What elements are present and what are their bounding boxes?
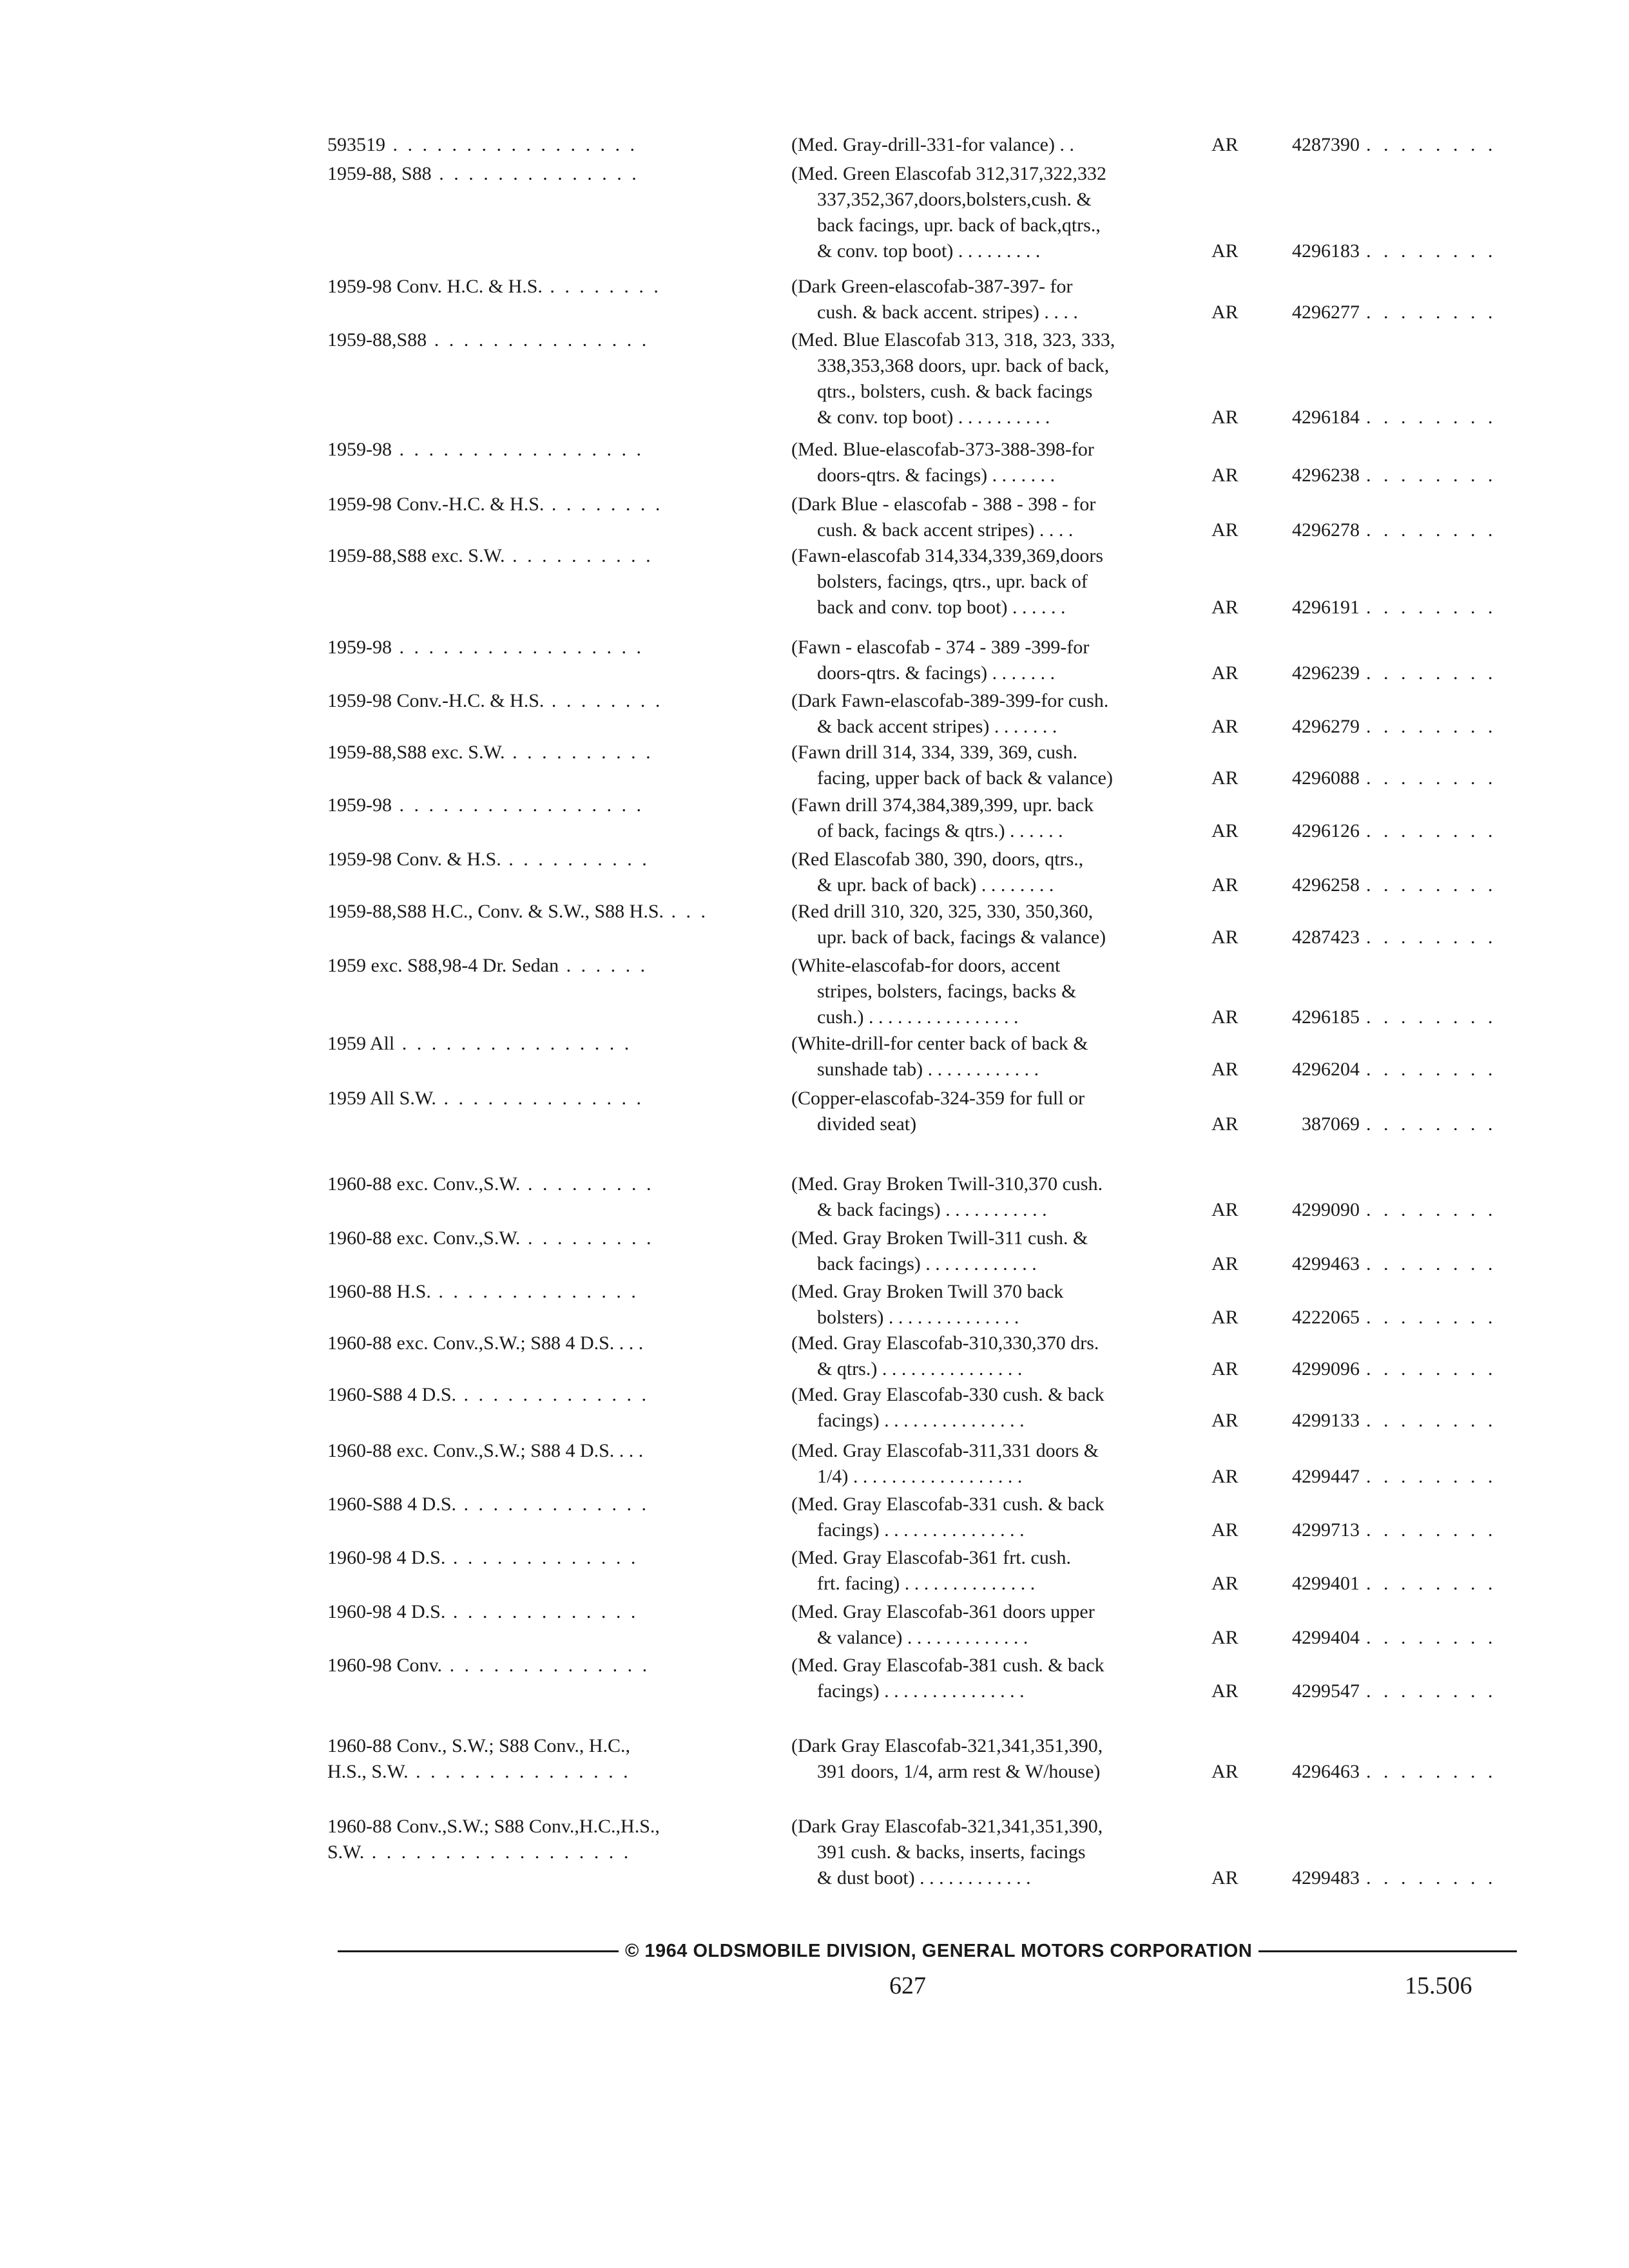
quantity-code: AR <box>1211 134 1239 155</box>
description-line: (Med. Gray Elascofab-330 cush. & back <box>791 1384 1104 1405</box>
description-line: back facings, upr. back of back,qtrs., <box>817 215 1101 236</box>
part-number: 4299401 <box>1292 1573 1360 1594</box>
part-description <box>791 1438 1217 1490</box>
description-line: back and conv. top boot) . . . . . . <box>817 597 1066 618</box>
description-line: (Med. Gray Elascofab-310,330,370 drs. <box>791 1332 1099 1354</box>
part-number: 4299133 <box>1292 1410 1360 1431</box>
leader-dots: . . . . . . . . <box>1366 767 1497 789</box>
leader-dots: . . . . . . . . <box>1366 1627 1497 1648</box>
leader-dots: . . . . . . . . . <box>520 1227 654 1249</box>
quantity-code: AR <box>1211 1307 1239 1328</box>
part-number: 4296204 <box>1292 1059 1360 1080</box>
description-line: 337,352,367,doors,bolsters,cush. & <box>817 189 1092 210</box>
part-description <box>791 492 1217 543</box>
leader-dots: . . . . . . . . <box>1366 1573 1497 1594</box>
part-number: 4222065 <box>1292 1307 1360 1328</box>
quantity-code: AR <box>1211 1519 1239 1541</box>
model-application: 1960-88 H.S. . . . . . . . . . . . . . . <box>327 1281 639 1302</box>
quantity-code: AR <box>1211 1059 1239 1080</box>
quantity-code: AR <box>1211 1627 1239 1648</box>
description-line: (Fawn drill 374,384,389,399, upr. back <box>791 794 1094 816</box>
quantity-code: AR <box>1211 1253 1239 1274</box>
model-application: 593519 . . . . . . . . . . . . . . . . . <box>327 134 637 155</box>
description-line: (Med. Gray-drill-331-for valance) . . <box>791 134 1074 155</box>
description-line: (Dark Gray Elascofab-321,341,351,390, <box>791 1816 1103 1837</box>
quantity-code: AR <box>1211 1113 1239 1135</box>
model-application: 1959 exc. S88,98-4 Dr. Sedan . . . . . . <box>327 955 648 976</box>
description-line: (Dark Blue - elascofab - 388 - 398 - for <box>791 494 1096 515</box>
leader-dots: . . . . . . . . . . . . . . <box>436 1088 644 1109</box>
part-description <box>791 1279 1217 1331</box>
leader-dots: . . . . . . . . . . <box>501 849 650 870</box>
description-line: bolsters, facings, qtrs., upr. back of <box>817 571 1088 592</box>
model-application: 1960-88 exc. Conv.,S.W. . . . . . . . . . <box>327 1227 654 1249</box>
model-application: 1959-88, S88 . . . . . . . . . . . . . . <box>327 163 639 184</box>
description-line: bolsters) . . . . . . . . . . . . . . <box>817 1307 1019 1328</box>
leader-dots: . . . . . . . . <box>1366 1680 1497 1702</box>
part-number: 4296463 <box>1292 1761 1360 1782</box>
description-line: (Red Elascofab 380, 390, doors, qtrs., <box>791 849 1084 870</box>
quantity-code: AR <box>1211 767 1239 789</box>
description-line: (Fawn drill 314, 334, 339, 369, cush. <box>791 742 1078 763</box>
leader-dots: . . . . . . . . . . . . . . . . . . <box>364 1841 631 1863</box>
description-line: 338,353,368 doors, upr. back of back, <box>817 355 1110 376</box>
model-application: 1960-88 exc. Conv.,S.W.; S88 4 D.S. . . . <box>327 1440 644 1461</box>
quantity-code: AR <box>1211 240 1239 262</box>
part-number: 4299447 <box>1292 1466 1360 1487</box>
part-number: 4299404 <box>1292 1627 1360 1648</box>
leader-dots: . . . . . . . . . . . . . <box>456 1494 650 1515</box>
description-line: (Dark Green-elascofab-387-397- for <box>791 276 1073 297</box>
description-line: & back accent stripes) . . . . . . . <box>817 716 1057 737</box>
part-description <box>791 740 1217 791</box>
quantity-code: AR <box>1211 519 1239 541</box>
quantity-code: AR <box>1211 1410 1239 1431</box>
quantity-code: AR <box>1211 597 1239 618</box>
copyright-notice: © 1964 OLDSMOBILE DIVISION, GENERAL MOTORS CORPORATION <box>619 1938 1258 1964</box>
description-line: doors-qtrs. & facings) . . . . . . . <box>817 662 1055 684</box>
description-line: (Med. Gray Elascofab-361 doors upper <box>791 1601 1095 1622</box>
description-line: qtrs., bolsters, cush. & back facings <box>817 381 1093 402</box>
model-application: 1959-98 Conv.-H.C. & H.S. . . . . . . . . <box>327 494 663 515</box>
quantity-code: AR <box>1211 1358 1239 1379</box>
description-line: & qtrs.) . . . . . . . . . . . . . . . <box>817 1358 1023 1379</box>
leader-dots: . . . . . . . . <box>1366 1867 1497 1888</box>
part-description <box>791 953 1217 1030</box>
part-description <box>791 635 1217 686</box>
leader-dots: . . . . . . . . . . . . . . . <box>427 329 650 351</box>
part-number: 4299463 <box>1292 1253 1360 1274</box>
model-application: 1960-S88 4 D.S. . . . . . . . . . . . . . <box>327 1384 650 1405</box>
leader-dots: . . . . . . . . <box>1366 874 1497 896</box>
part-description <box>791 899 1217 950</box>
model-application: 1960-98 4 D.S. . . . . . . . . . . . . . <box>327 1601 639 1622</box>
quantity-code: AR <box>1211 1199 1239 1220</box>
leader-dots: . . . . . . . . . . . . . . . . <box>394 1033 632 1054</box>
leader-dots: . . . . . . . . <box>1366 597 1497 618</box>
part-number: 4299090 <box>1292 1199 1360 1220</box>
part-number: 4296278 <box>1292 519 1360 541</box>
model-application: 1960-88 exc. Conv.,S.W. . . . . . . . . . <box>327 1173 654 1195</box>
description-line: (Med. Blue-elascofab-373-388-398-for <box>791 439 1094 460</box>
model-application: 1959-98 . . . . . . . . . . . . . . . . . <box>327 439 644 460</box>
leader-dots: . . . . . . . . <box>542 276 661 297</box>
part-description <box>791 327 1217 430</box>
quantity-code: AR <box>1211 1573 1239 1594</box>
model-application: 1959-88,S88 exc. S.W. . . . . . . . . . . <box>327 545 653 566</box>
leader-dots: . . . . . . . . <box>1366 465 1497 486</box>
part-number: 4296088 <box>1292 767 1360 789</box>
model-application: 1960-98 4 D.S. . . . . . . . . . . . . . <box>327 1547 639 1568</box>
description-line: divided seat) <box>817 1113 917 1135</box>
description-line: (White-drill-for center back of back & <box>791 1033 1088 1054</box>
description-line: (Dark Fawn-elascofab-389-399-for cush. <box>791 690 1109 711</box>
part-number: 4296277 <box>1292 302 1360 323</box>
part-number: 4296238 <box>1292 465 1360 486</box>
description-line: (Red drill 310, 320, 325, 330, 350,360, <box>791 901 1094 922</box>
description-line: cush.) . . . . . . . . . . . . . . . . <box>817 1006 1019 1028</box>
leader-dots: . . . . . . . . <box>1366 134 1497 155</box>
part-description <box>791 132 1217 158</box>
description-line: & upr. back of back) . . . . . . . . <box>817 874 1054 896</box>
description-line: (Fawn-elascofab 314,334,339,369,doors <box>791 545 1104 566</box>
description-line: (Med. Blue Elascofab 313, 318, 323, 333, <box>791 329 1115 351</box>
leader-dots: . . . . . . . . <box>1366 1006 1497 1028</box>
leader-dots: . . . . . . . . <box>1366 716 1497 737</box>
leader-dots: . . . . . . . . <box>1366 1253 1497 1274</box>
quantity-code: AR <box>1211 1680 1239 1702</box>
model-application: 1960-88 exc. Conv.,S.W.; S88 4 D.S. . . . <box>327 1332 644 1354</box>
model-application: 1959-98 . . . . . . . . . . . . . . . . . <box>327 794 644 816</box>
quantity-code: AR <box>1211 716 1239 737</box>
part-description <box>791 161 1217 264</box>
leader-dots: . . . . . . . . . . <box>505 742 653 763</box>
description-line: (Med. Gray Elascofab-331 cush. & back <box>791 1494 1104 1515</box>
description-line: (Med. Gray Elascofab-361 frt. cush. <box>791 1547 1072 1568</box>
quantity-code: AR <box>1211 874 1239 896</box>
leader-dots: . . . . . . . . . . . . . . . . . <box>392 439 644 460</box>
quantity-code: AR <box>1211 465 1239 486</box>
leader-dots: . . . . . . . . <box>1366 927 1497 948</box>
description-line: 391 cush. & backs, inserts, facings <box>817 1841 1086 1863</box>
model-application: 1959-98 Conv.-H.C. & H.S. . . . . . . . . <box>327 690 663 711</box>
part-description <box>791 437 1217 488</box>
leader-dots: . . . . . . . . . . . . . <box>456 1384 650 1405</box>
leader-dots: . . . . . . . . <box>1366 820 1497 841</box>
model-application: 1960-88 Conv., S.W.; S88 Conv., H.C., H.S., S.W. . . . . . . . . . . . . . . . <box>327 1735 631 1782</box>
description-line: stripes, bolsters, facings, backs & <box>817 981 1077 1002</box>
description-line: (Fawn - elascofab - 374 - 389 -399-for <box>791 637 1090 658</box>
leader-dots: . . . . . . . . . . . . . . <box>430 1281 639 1302</box>
quantity-code: AR <box>1211 1761 1239 1782</box>
description-line: (Med. Green Elascofab 312,317,322,332 <box>791 163 1107 184</box>
description-line: facings) . . . . . . . . . . . . . . . <box>817 1519 1025 1541</box>
description-line: cush. & back accent stripes) . . . . <box>817 519 1074 541</box>
part-description <box>791 1031 1217 1082</box>
leader-dots: . . . . . . . . <box>1366 1466 1497 1487</box>
leader-dots: . . . . . . . . <box>1366 1199 1497 1220</box>
leader-dots: . . . . . . . . <box>1366 240 1497 262</box>
description-line: (Med. Gray Elascofab-311,331 doors & <box>791 1440 1099 1461</box>
part-number: 4296126 <box>1292 820 1360 841</box>
section-number: 15.506 <box>1405 1972 1472 1999</box>
quantity-code: AR <box>1211 820 1239 841</box>
leader-dots: . . . . . . . . <box>1366 1358 1497 1379</box>
model-application: 1959 All . . . . . . . . . . . . . . . . <box>327 1033 632 1054</box>
part-number: 4299096 <box>1292 1358 1360 1379</box>
description-line: 1/4) . . . . . . . . . . . . . . . . . . <box>817 1466 1023 1487</box>
description-line: & conv. top boot) . . . . . . . . . <box>817 240 1041 262</box>
description-line: & dust boot) . . . . . . . . . . . . <box>817 1867 1031 1888</box>
quantity-code: AR <box>1211 1466 1239 1487</box>
description-line: (Copper-elascofab-324-359 for full or <box>791 1088 1085 1109</box>
model-application: 1959-88,S88 exc. S.W. . . . . . . . . . . <box>327 742 653 763</box>
model-application: 1959-88,S88 H.C., Conv. & S.W., S88 H.S. . . . <box>327 901 709 922</box>
description-line: (White-elascofab-for doors, accent <box>791 955 1061 976</box>
model-application: 1959 All S.W. . . . . . . . . . . . . . . <box>327 1088 644 1109</box>
leader-dots: . . . . . . . . <box>1366 1410 1497 1431</box>
part-description <box>791 1171 1217 1223</box>
description-line: back facings) . . . . . . . . . . . . <box>817 1253 1037 1274</box>
quantity-code: AR <box>1211 927 1239 948</box>
part-number: 4296279 <box>1292 716 1360 737</box>
part-description <box>791 793 1217 844</box>
leader-dots: . . . . . . . . <box>1366 1059 1497 1080</box>
leader-dots: . . . . . . . . <box>544 494 663 515</box>
description-line: sunshade tab) . . . . . . . . . . . . <box>817 1059 1039 1080</box>
model-application: 1959-98 Conv. & H.S. . . . . . . . . . . <box>327 849 650 870</box>
leader-dots: . . . . . . . . <box>1366 1113 1497 1135</box>
description-line: facing, upper back of back & valance) <box>817 767 1113 789</box>
description-line: (Med. Gray Broken Twill 370 back <box>791 1281 1064 1302</box>
leader-dots: . . . . . . . . . . . . . . <box>431 163 639 184</box>
part-number: 4296239 <box>1292 662 1360 684</box>
part-number: 4296184 <box>1292 407 1360 428</box>
leader-dots: . . . . . . . . <box>1366 302 1497 323</box>
part-number: 4287423 <box>1292 927 1360 948</box>
part-number: 4296191 <box>1292 597 1360 618</box>
part-number: 4287390 <box>1292 134 1360 155</box>
part-number: 4296185 <box>1292 1006 1360 1028</box>
page-number: 627 <box>889 1972 926 1999</box>
description-line: facings) . . . . . . . . . . . . . . . <box>817 1410 1025 1431</box>
description-line: facings) . . . . . . . . . . . . . . . <box>817 1680 1025 1702</box>
part-description <box>791 847 1217 898</box>
model-application: 1959-88,S88 . . . . . . . . . . . . . . . <box>327 329 650 351</box>
part-description <box>791 1225 1217 1277</box>
part-description <box>791 1653 1217 1704</box>
description-line: 391 doors, 1/4, arm rest & W/house) <box>817 1761 1101 1782</box>
description-line: cush. & back accent. stripes) . . . . <box>817 302 1078 323</box>
leader-dots: . . . . . . . . . <box>520 1173 654 1195</box>
quantity-code: AR <box>1211 1006 1239 1028</box>
leader-dots: . . . . . . . . . . . . . . . . . <box>392 637 644 658</box>
description-line: & back facings) . . . . . . . . . . . <box>817 1199 1047 1220</box>
leader-dots: . . . . . . . . <box>1366 519 1497 541</box>
part-description <box>791 688 1217 740</box>
model-application: 1959-98 . . . . . . . . . . . . . . . . . <box>327 637 644 658</box>
leader-dots: . . . . . . . . <box>1366 407 1497 428</box>
quantity-code: AR <box>1211 302 1239 323</box>
part-number: 4299713 <box>1292 1519 1360 1541</box>
part-number: 4299483 <box>1292 1867 1360 1888</box>
part-description <box>791 274 1217 325</box>
part-description <box>791 1599 1217 1651</box>
description-line: & valance) . . . . . . . . . . . . . <box>817 1627 1028 1648</box>
description-line: (Med. Gray Broken Twill-311 cush. & <box>791 1227 1088 1249</box>
part-description <box>791 1814 1217 1891</box>
leader-dots: . . . . . . . . . . . . . . <box>442 1655 650 1676</box>
description-line: (Med. Gray Elascofab-381 cush. & back <box>791 1655 1104 1676</box>
model-application: 1960-88 Conv.,S.W.; S88 Conv.,H.C.,H.S., S.W. . . . . . . . . . . . . . . . . . . <box>327 1816 660 1863</box>
leader-dots: . . . <box>664 901 709 922</box>
leader-dots: . . . . . . . . . . . . . . . . . <box>392 794 644 816</box>
model-application: 1960-S88 4 D.S. . . . . . . . . . . . . . <box>327 1494 650 1515</box>
leader-dots: . . . . . . . . . . . . . <box>445 1601 639 1622</box>
leader-dots: . . . . . . . . <box>544 690 663 711</box>
description-line: of back, facings & qtrs.) . . . . . . <box>817 820 1063 841</box>
leader-dots: . . . . . . . . <box>1366 1761 1497 1782</box>
leader-dots: . . . . . . . . . . . . . . . . . <box>385 134 637 155</box>
description-line: & conv. top boot) . . . . . . . . . . <box>817 407 1050 428</box>
description-line: (Med. Gray Broken Twill-310,370 cush. <box>791 1173 1103 1195</box>
quantity-code: AR <box>1211 662 1239 684</box>
quantity-code: AR <box>1211 1867 1239 1888</box>
description-line: frt. facing) . . . . . . . . . . . . . . <box>817 1573 1036 1594</box>
model-application: 1959-98 Conv. H.C. & H.S. . . . . . . . . <box>327 276 661 297</box>
part-description <box>791 1086 1217 1137</box>
part-number: 4296183 <box>1292 240 1360 262</box>
part-description <box>791 543 1217 620</box>
part-description <box>791 1733 1217 1785</box>
leader-dots: . . . . . . . . . . . . . <box>445 1547 639 1568</box>
leader-dots: . . . . . . . . <box>1366 1307 1497 1328</box>
model-application: 1960-98 Conv. . . . . . . . . . . . . . . <box>327 1655 650 1676</box>
part-number: 4299547 <box>1292 1680 1360 1702</box>
part-description <box>791 1331 1217 1382</box>
part-description <box>791 1382 1217 1434</box>
description-line: upr. back of back, facings & valance) <box>817 927 1106 948</box>
leader-dots: . . . . . . <box>559 955 648 976</box>
part-description <box>791 1492 1217 1543</box>
part-number: 4296258 <box>1292 874 1360 896</box>
description-line: doors-qtrs. & facings) . . . . . . . <box>817 465 1055 486</box>
description-line: (Dark Gray Elascofab-321,341,351,390, <box>791 1735 1103 1756</box>
leader-dots: . . . . . . . . . . . . . . . <box>408 1761 631 1782</box>
leader-dots: . . . . . . . . <box>1366 662 1497 684</box>
part-description <box>791 1545 1217 1597</box>
leader-dots: . . . . . . . . <box>1366 1519 1497 1541</box>
part-number: 387069 <box>1302 1113 1360 1135</box>
leader-dots: . . . . . . . . . . <box>505 545 653 566</box>
quantity-code: AR <box>1211 407 1239 428</box>
